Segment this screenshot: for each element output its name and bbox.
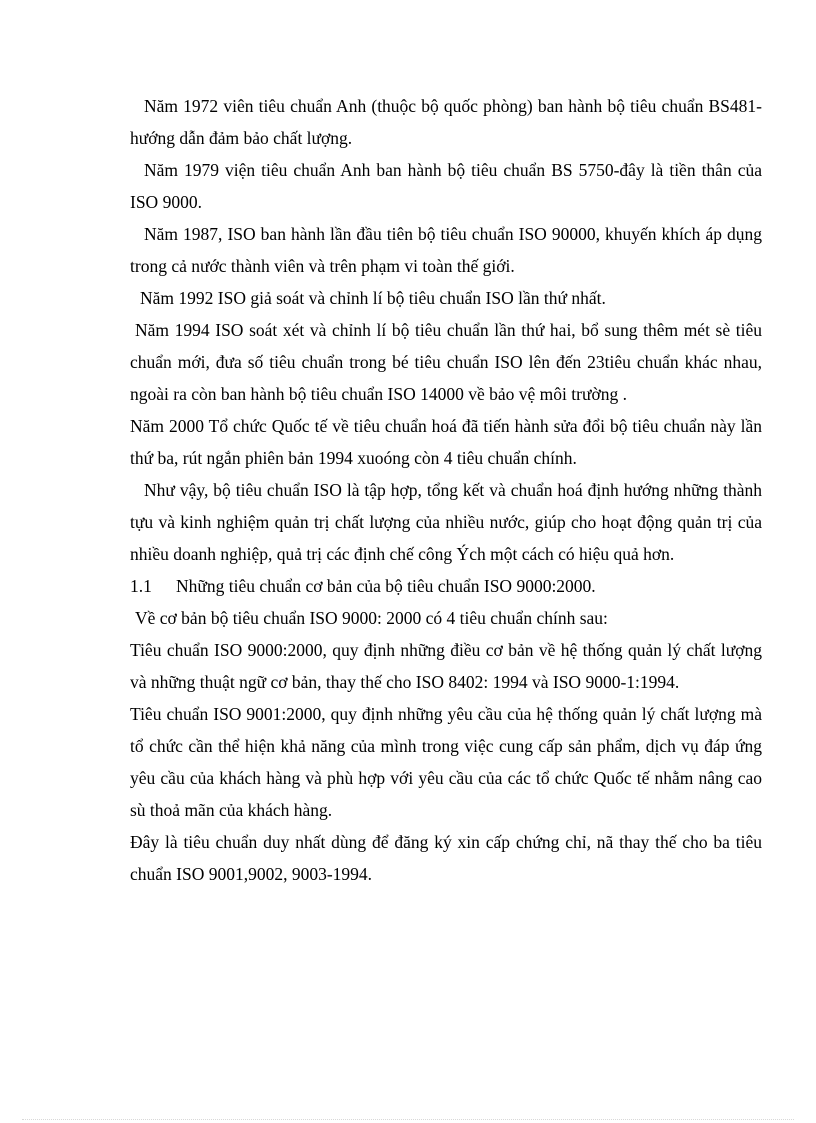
paragraph-1979: Năm 1979 viện tiêu chuẩn Anh ban hành bộ tiêu chuẩn BS 5750-đây là tiền thân của ISO 9000. — [130, 160, 762, 212]
paragraph-iso-9000: Tiêu chuẩn ISO 9000:2000, quy định những điều cơ bản về hệ thống quản lý chất lượng và những thuật ngữ cơ bản, thay thế cho ISO 8402: 1994 và ISO 9000-1:1994. — [130, 640, 762, 692]
paragraph-certification: Đây là tiêu chuẩn duy nhất dùng để đăng ký xin cấp chứng chỉ, nã thay thế cho ba tiêu chuẩn ISO 9001,9002, 9003-1994. — [130, 832, 762, 884]
paragraph-iso-9001: Tiêu chuẩn ISO 9001:2000, quy định những yêu cầu của hệ thống quản lý chất lượng mà tổ chức cần thể hiện khả năng của mình trong việc cung cấp sản phẩm, dịch vụ đáp ứng yêu cầu của khách hàng và phù hợp với yêu cầu của các tổ chức Quốc tế nhằm nâng cao sù thoả mãn của khách hàng. — [130, 704, 762, 820]
section-title: Những tiêu chuẩn cơ bản của bộ tiêu chuẩn ISO 9000:2000. — [176, 576, 596, 596]
paragraph-1994: Năm 1994 ISO soát xét và chỉnh lí bộ tiêu chuẩn lần thứ hai, bổ sung thêm mét sè tiêu chuẩn mới, đưa số tiêu chuẩn trong bé tiêu chuẩn ISO lên đến 23tiêu chuẩn khác nhau, ngoài ra còn ban hành bộ tiêu chuẩn ISO 14000 về bảo vệ môi trường . — [130, 320, 762, 404]
page-bottom-divider — [22, 1119, 794, 1120]
paragraph-summary: Như vậy, bộ tiêu chuẩn ISO là tập hợp, tổng kết và chuẩn hoá định hướng những thành tựu và kinh nghiệm quản trị chất lượng của nhiều nước, giúp cho hoạt động quản trị của nhiều doanh nghiệp, quả trị các định chế công Ých một cách có hiệu quả hơn. — [130, 480, 762, 564]
section-heading — [130, 570, 762, 602]
section-number: 1.1 — [130, 576, 152, 596]
paragraph-1992: Năm 1992 ISO giả soát và chỉnh lí bộ tiêu chuẩn ISO lần thứ nhất. — [140, 288, 606, 308]
document-body — [130, 90, 762, 890]
paragraph-1972: Năm 1972 viên tiêu chuẩn Anh (thuộc bộ quốc phòng) ban hành bộ tiêu chuẩn BS481- hướng dẫn đảm bảo chất lượng. — [130, 96, 762, 148]
paragraph-1987: Năm 1987, ISO ban hành lần đầu tiên bộ tiêu chuẩn ISO 90000, khuyến khích áp dụng trong cả nước thành viên và trên phạm vi toàn thế giới. — [130, 224, 762, 276]
paragraph-overview: Về cơ bản bộ tiêu chuẩn ISO 9000: 2000 có 4 tiêu chuẩn chính sau: — [135, 608, 608, 628]
paragraph-2000: Năm 2000 Tổ chức Quốc tế về tiêu chuẩn hoá đã tiến hành sửa đổi bộ tiêu chuẩn này lần thứ ba, rút ngắn phiên bản 1994 xuoóng còn 4 tiêu chuẩn chính. — [130, 416, 762, 468]
